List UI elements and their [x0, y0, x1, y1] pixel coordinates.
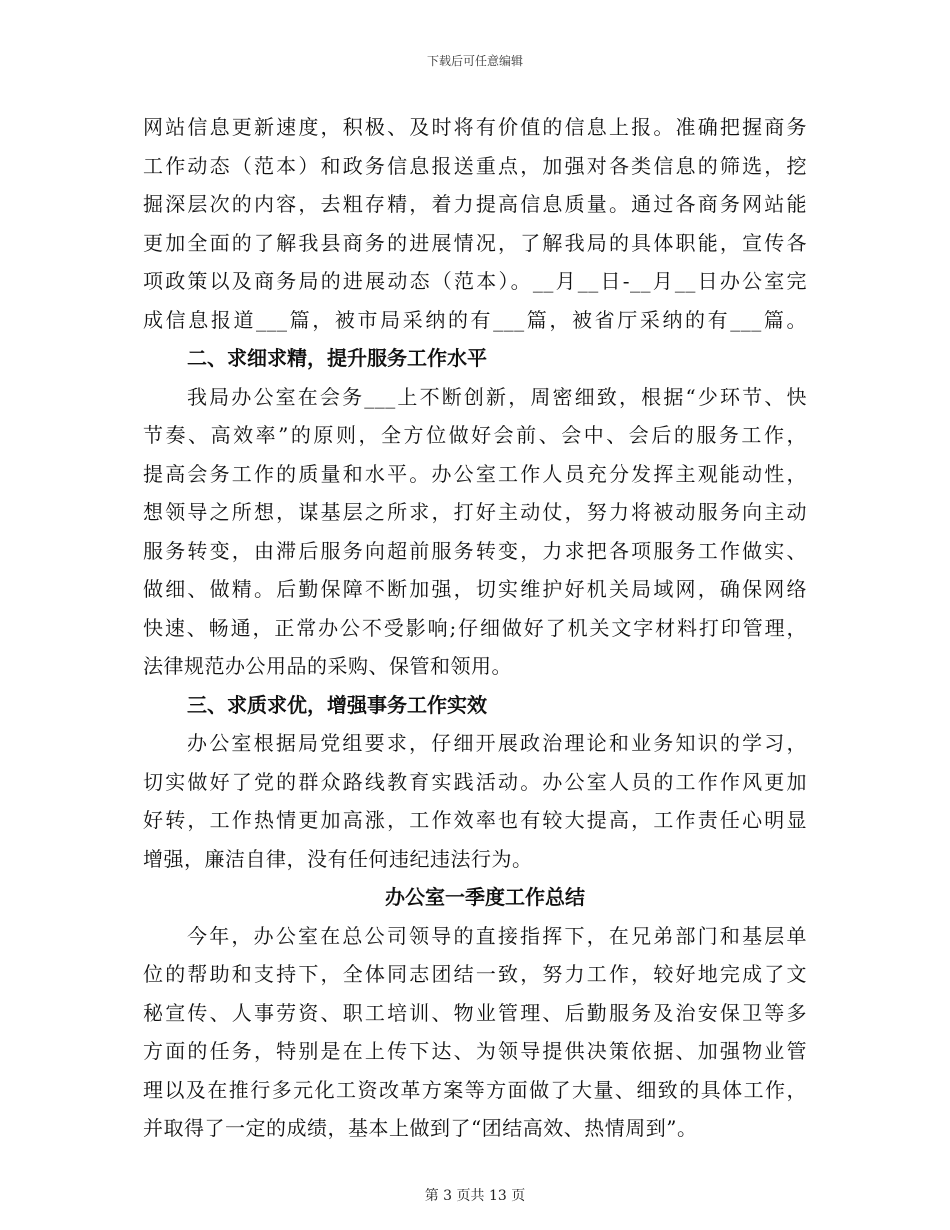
- text-line: 服务转变，由滞后服务向超前服务转变，力求把各项服务工作做实、: [143, 538, 807, 563]
- text-line: 我局办公室在会务___上不断创新，周密细致，根据“少环节、快: [187, 384, 807, 409]
- text-line: 项政策以及商务局的进展动态（范本）。__月__日-__月__日办公室完: [143, 269, 807, 293]
- text-line: 做细、做精。后勤保障不断加强，切实维护好机关局域网，确保网络: [143, 577, 807, 601]
- page-header: 下载后可任意编辑: [426, 54, 523, 68]
- text-line: 方面的任务，特别是在上传下达、为领导提供决策依据、加强物业管: [143, 1039, 807, 1063]
- document-body: [143, 108, 807, 1148]
- text-line: 法律规范办公用品的采购、保管和领用。: [143, 654, 512, 678]
- text-line: 快速、畅通，正常办公不受影响;仔细做好了机关文字材料打印管理，: [143, 615, 807, 640]
- text-line: 好转，工作热情更加高涨，工作效率也有较大提高，工作责任心明显: [143, 808, 807, 832]
- text-line: 增强，廉洁自律，没有任何违纪违法行为。: [143, 846, 533, 871]
- text-line: 今年，办公室在总公司领导的直接指挥下，在兄弟部门和基层单: [187, 923, 807, 948]
- paragraph-3: [143, 724, 807, 878]
- text-line: 位的帮助和支持下，全体同志团结一致，努力工作，较好地完成了文: [143, 962, 807, 986]
- text-line: 节奏、高效率”的原则，全方位做好会前、会中、会后的服务工作，: [143, 423, 807, 447]
- text-line: 想领导之所想，谋基层之所求，打好主动仗，努力将被动服务向主动: [143, 500, 807, 524]
- text-line: 成信息报道___篇，被市局采纳的有___篇，被省厅采纳的有___篇。: [143, 307, 807, 332]
- paragraph-4: [143, 917, 807, 1148]
- page-footer: 第 3 页共 13 页: [424, 1188, 526, 1204]
- text-line: 工作动态（范本）和政务信息报送重点，加强对各类信息的筛选，挖: [143, 153, 807, 178]
- text-line: 提高会务工作的质量和水平。办公室工作人员充分发挥主观能动性，: [143, 461, 807, 486]
- text-line: 掘深层次的内容，去粗存精，着力提高信息质量。通过各商务网站能: [143, 192, 807, 216]
- paragraph-1: [143, 108, 807, 339]
- paragraph-2: [143, 378, 807, 686]
- section-heading-3: 三、求质求优，增强事务工作实效: [187, 692, 487, 717]
- text-line: 并取得了一定的成绩，基本上做到了“团结高效、热情周到”。: [143, 1116, 698, 1140]
- section-heading-2: 二、求细求精，提升服务工作水平: [187, 346, 487, 370]
- text-line: 切实做好了党的群众路线教育实践活动。办公室人员的工作作风更加: [143, 769, 807, 794]
- text-line: 网站信息更新速度，积极、及时将有价值的信息上报。准确把握商务: [143, 115, 807, 139]
- text-line: 更加全面的了解我县商务的进展情况，了解我局的具体职能，宣传各: [143, 230, 807, 255]
- text-line: 秘宣传、人事劳资、职工培训、物业管理、后勤服务及治安保卫等多: [143, 1000, 807, 1025]
- text-line: 办公室根据局党组要求，仔细开展政治理论和业务知识的学习，: [187, 731, 807, 755]
- text-line: 理以及在推行多元化工资改革方案等方面做了大量、细致的具体工作，: [143, 1077, 807, 1102]
- document-title: 办公室一季度工作总结: [385, 885, 585, 909]
